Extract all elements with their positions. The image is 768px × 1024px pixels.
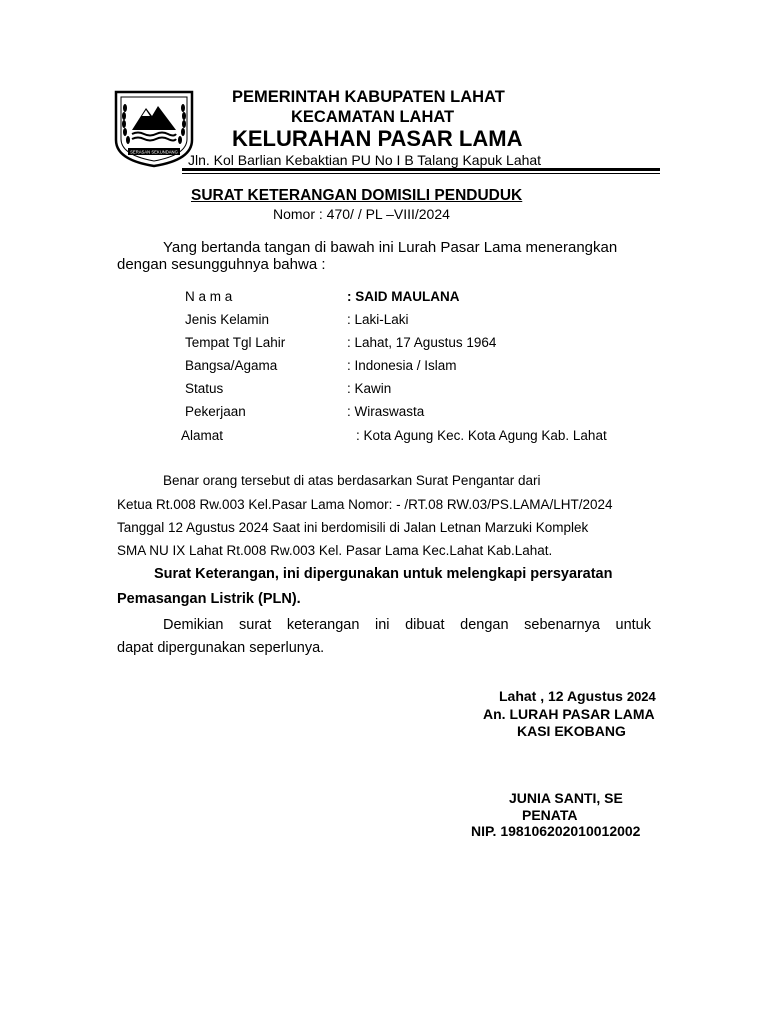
letterhead-village: KELURAHAN PASAR LAMA bbox=[232, 126, 523, 151]
body-para1-line2: Ketua Rt.008 Rw.003 Kel.Pasar Lama Nomor: - /RT.08 RW.03/PS.LAMA/LHT/2024 bbox=[117, 497, 613, 512]
closing-line1 bbox=[163, 617, 651, 633]
field-value-alamat: : Kota Agung Kec. Kota Agung Kab. Lahat bbox=[356, 428, 607, 443]
closing-word: dibuat bbox=[405, 617, 445, 633]
closing-word: surat bbox=[239, 617, 272, 633]
intro-line-1: Yang bertanda tangan di bawah ini Lurah Pasar Lama menerangkan bbox=[163, 239, 618, 256]
field-value-pekerjaan: : Wiraswasta bbox=[347, 404, 425, 419]
closing-word: Demikian bbox=[163, 617, 224, 633]
letterhead-divider-thick bbox=[182, 168, 660, 171]
field-label-bangsa-agama: Bangsa/Agama bbox=[185, 358, 278, 373]
body-para1-line3: Tanggal 12 Agustus 2024 Saat ini berdomisili di Jalan Letnan Marzuki Komplek bbox=[117, 520, 589, 535]
emblem-motto: SERASAN SEKUNDANG bbox=[130, 149, 178, 155]
closing-line2: dapat dipergunakan seperlunya. bbox=[117, 640, 325, 656]
field-value-status: : Kawin bbox=[347, 381, 392, 396]
body-para1-line4: SMA NU IX Lahat Rt.008 Rw.003 Kel. Pasar Lama Kec.Lahat Kab.Lahat. bbox=[117, 543, 553, 558]
intro-line-2: dengan sesungguhnya bahwa : bbox=[117, 256, 326, 273]
body-purpose-line2: Pemasangan Listrik (PLN). bbox=[117, 591, 301, 607]
field-label-tempat-tgl-lahir: Tempat Tgl Lahir bbox=[185, 335, 286, 350]
document-number: Nomor : 470/ / PL –VIII/2024 bbox=[273, 206, 450, 222]
field-label-nama: N a m a bbox=[185, 289, 233, 304]
document-title: SURAT KETERANGAN DOMISILI PENDUDUK bbox=[191, 187, 523, 204]
letterhead-government: PEMERINTAH KABUPATEN LAHAT bbox=[232, 88, 505, 106]
signature-year: 2024 bbox=[626, 689, 656, 704]
field-value-jenis-kelamin: : Laki-Laki bbox=[347, 312, 409, 327]
field-label-pekerjaan: Pekerjaan bbox=[185, 404, 246, 419]
letterhead-district: KECAMATAN LAHAT bbox=[291, 108, 455, 126]
closing-word: ini bbox=[374, 617, 390, 633]
closing-word: dengan bbox=[460, 617, 509, 633]
field-label-alamat: Alamat bbox=[181, 428, 224, 443]
signatory-name: JUNIA SANTI, SE bbox=[509, 790, 623, 806]
letterhead-address: Jln. Kol Barlian Kebaktian PU No I B Talang Kapuk Lahat bbox=[188, 152, 542, 168]
body-purpose-line1: Surat Keterangan, ini dipergunakan untuk melengkapi persyaratan bbox=[154, 566, 613, 582]
signature-place-date bbox=[499, 688, 656, 704]
field-value-bangsa-agama: : Indonesia / Islam bbox=[347, 358, 457, 373]
closing-word: sebenarnya bbox=[524, 617, 600, 633]
closing-word: untuk bbox=[615, 617, 651, 633]
field-label-status: Status bbox=[185, 381, 224, 396]
signature-on-behalf: An. LURAH PASAR LAMA bbox=[483, 706, 655, 722]
signatory-nip: NIP. 198106202010012002 bbox=[471, 823, 641, 839]
field-value-tempat-tgl-lahir: : Lahat, 17 Agustus 1964 bbox=[347, 335, 497, 350]
field-label-jenis-kelamin: Jenis Kelamin bbox=[185, 312, 270, 327]
letterhead-divider-thin bbox=[182, 173, 660, 174]
signature-place-date-text: Lahat , 12 Agustus bbox=[499, 688, 623, 704]
field-value-nama: : SAID MAULANA bbox=[347, 289, 460, 304]
signatory-rank: PENATA bbox=[522, 807, 578, 823]
lahat-regency-emblem-icon bbox=[112, 88, 196, 168]
closing-word: keterangan bbox=[286, 617, 360, 633]
body-para1-line1: Benar orang tersebut di atas berdasarkan Surat Pengantar dari bbox=[163, 473, 541, 488]
signature-position: KASI EKOBANG bbox=[517, 723, 626, 739]
